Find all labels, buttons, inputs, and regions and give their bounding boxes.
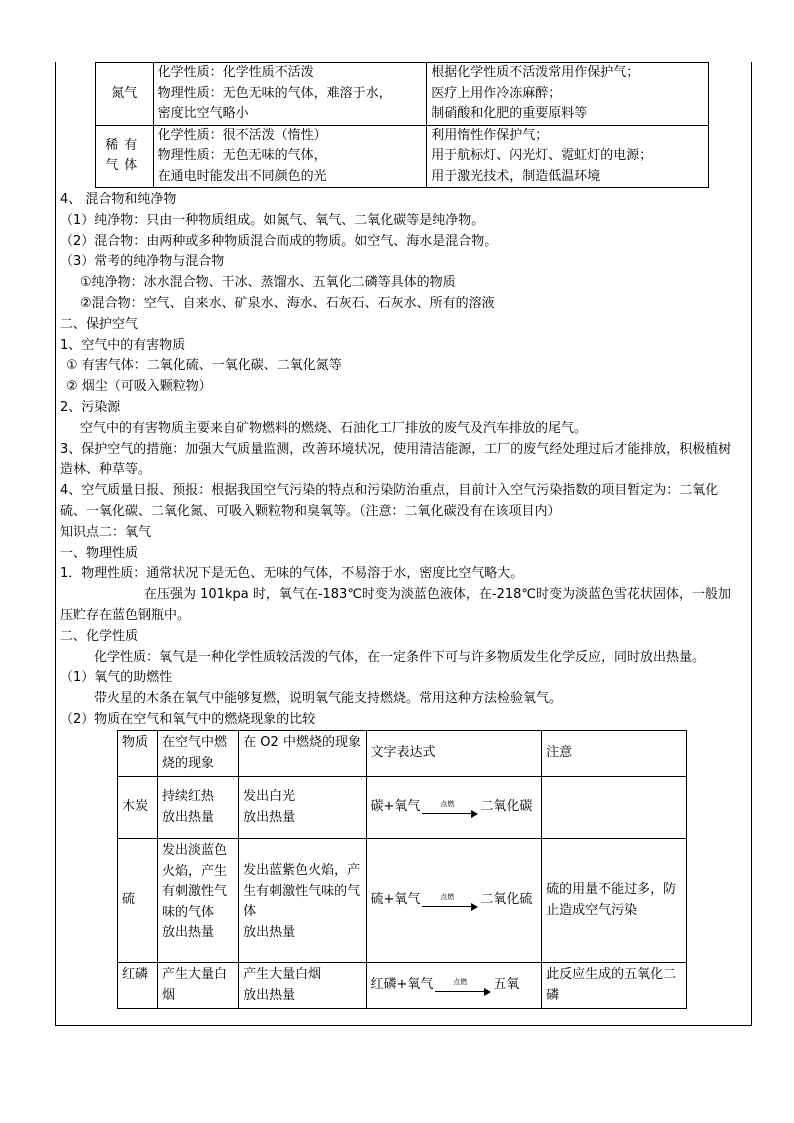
paragraph: 在压强为 101kpa 时，氧气在-183℃时变为淡蓝色液体，在-218℃时变为淡蓝色雪花状固体，一般加压贮存在蓝色钢瓶中。 [60, 587, 732, 623]
paragraph: 空气中的有害物质主要来自矿物燃料的燃烧、石油化工厂排放的废气及汽车排放的尾气。 [80, 420, 588, 436]
paragraph: （1）纯净物：只由一种物质组成。如氮气、氧气、二氧化碳等是纯净物。 [60, 212, 485, 228]
in-o2-cell: 发出蓝紫色火焰，产生有刺激性气味的气体 放出热量 [239, 839, 366, 963]
gas-properties: 化学性质：化学性质不活泼 物理性质：无色无味的气体，难溶于水， 密度比空气略小 [153, 63, 427, 126]
column-header: 文字表达式 [366, 731, 542, 777]
paragraph: 化学性质：氧气是一种化学性质较活泼的气体，在一定条件下可与许多物质发生化学反应，同时放出热量。 [94, 649, 706, 665]
substance-cell: 硫 [118, 839, 158, 963]
reaction-arrow-icon: 点燃 [422, 897, 478, 911]
subheading: （2）物质在空气和氧气中的燃烧现象的比较 [60, 711, 316, 727]
subheading: （1）氧气的助燃性 [60, 670, 173, 686]
in-o2-cell: 产生大量白烟 放出热量 [239, 963, 366, 1009]
table-row [118, 777, 687, 839]
gas-properties-table [95, 62, 709, 188]
column-header: 物质 [118, 731, 158, 777]
gas-uses: 利用惰性作保护气； 用于航标灯、闪光灯、霓虹灯的电源； 用于激光技术，制造低温环境 [427, 125, 709, 188]
note-cell: 硫的用量不能过多，防止造成空气污染 [542, 839, 687, 963]
in-air-cell: 持续红热 放出热量 [158, 777, 239, 839]
list-item: ① 有害气体：二氧化硫、一氧化碳、二氧化氮等 [66, 358, 342, 374]
table-header-row [118, 731, 687, 777]
paragraph: 4、空气质量日报、预报：根据我国空气污染的特点和污染防治重点，目前计入空气污染指数的项目暂定为：二氧化硫、一氧化碳、二氧化氮、可吸入颗粒物和臭氧等。（注意：二氧化碳没有在该项目内） [60, 483, 719, 519]
word-equation-cell [366, 963, 542, 1009]
section-heading: 一、物理性质 [60, 545, 139, 561]
in-o2-cell: 发出白光 放出热量 [239, 777, 366, 839]
column-header: 注意 [542, 731, 687, 777]
in-air-cell: 发出淡蓝色火焰，产生有刺激性气味的气体 放出热量 [158, 839, 239, 963]
word-equation: 碳+氧气 点燃 二氧化碳 [371, 797, 533, 818]
list-item: ②混合物：空气、自来水、矿泉水、海水、石灰石、石灰水、所有的溶液 [80, 295, 495, 311]
substance-cell: 红磷 [118, 963, 158, 1009]
table-row [118, 839, 687, 963]
in-air-cell: 产生大量白烟 [158, 963, 239, 1009]
column-header: 在 O2 中燃烧的现象 [239, 731, 366, 777]
section-heading: 4、 混合物和纯净物 [60, 192, 177, 207]
gas-name: 稀有气体 [96, 125, 154, 188]
section-heading: 二、保护空气 [60, 316, 139, 332]
word-equation-cell [366, 777, 542, 839]
body-text [60, 190, 744, 731]
table-row [118, 963, 687, 1009]
paragraph: 3、保护空气的措施：加强大气质量监测，改善环境状况，使用清洁能源，工厂的废气经处理过后才能排放，积极植树造林、种草等。 [60, 441, 732, 478]
gas-name: 氮气 [96, 63, 154, 126]
list-item: ①纯净物：冰水混合物、干冰、蒸馏水、五氧化二磷等具体的物质 [80, 275, 456, 291]
section-heading: 二、化学性质 [60, 628, 139, 644]
paragraph: （3）常考的纯净物与混合物 [60, 254, 225, 270]
table-row [96, 63, 709, 126]
column-header: 在空气中燃烧的现象 [158, 731, 239, 777]
table-row [96, 125, 709, 188]
gas-properties: 化学性质：很不活泼（惰性） 物理性质：无色无味的气体， 在通电时能发出不同颜色的光 [153, 125, 427, 188]
paragraph: （2）混合物：由两种或多种物质混合而成的物质。如空气、海水是混合物。 [60, 233, 498, 249]
combustion-table [117, 730, 687, 1009]
subheading: 1、空气中的有害物质 [60, 337, 186, 353]
word-equation-cell [366, 839, 542, 963]
reaction-arrow-icon: 点燃 [422, 804, 478, 818]
paragraph: 1．物理性质：通常状况下是无色、无味的气体，不易溶于水，密度比空气略大。 [60, 566, 524, 582]
section-heading: 知识点二：氧气 [60, 524, 152, 540]
list-item: ② 烟尘（可吸入颗粒物） [66, 379, 212, 395]
paragraph: 带火星的木条在氧气中能够复燃，说明氧气能支持燃烧。常用这种方法检验氧气。 [94, 691, 563, 707]
note-cell: 此反应生成的五氧化二磷 [542, 963, 687, 1009]
substance-cell: 木炭 [118, 777, 158, 839]
subheading: 2、污染源 [60, 399, 121, 415]
reaction-arrow-icon: 点燃 [435, 982, 491, 996]
note-cell [542, 777, 687, 839]
word-equation: 硫+氧气 点燃 二氧化硫 [371, 890, 533, 911]
word-equation: 红磷+氧气 点燃 五氧 [371, 975, 520, 996]
gas-uses: 根据化学性质不活泼常用作保护气； 医疗上用作冷冻麻醉； 制硝酸和化肥的重要原料等 [427, 63, 709, 126]
